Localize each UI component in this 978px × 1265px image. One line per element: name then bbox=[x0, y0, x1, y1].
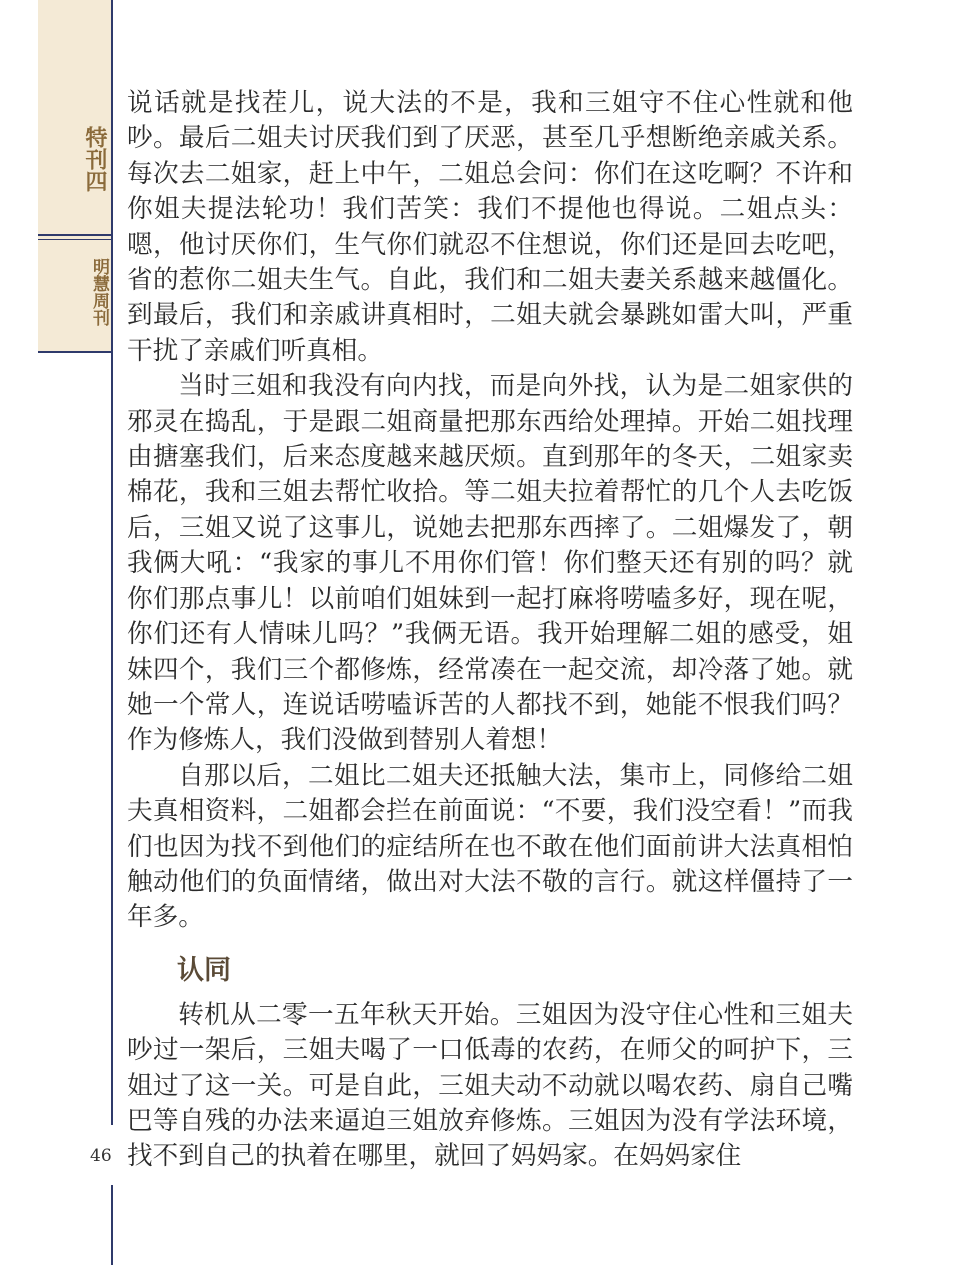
sidebar-divider bbox=[38, 234, 112, 236]
issue-label: 特刊四 bbox=[82, 126, 108, 192]
paragraph-2: 当时三姐和我没有向内找，而是向外找，认为是二姐家供的邪灵在捣乱，于是跟二姐商量把那东西给处理掉。开始二姐找理由搪塞我们，后来态度越来越厌烦。直到那年的冬天，二姐家卖棉花，我和三姐去帮忙收拾。等二姐夫拉着帮忙的几个人去吃饭后，三姐又说了这事儿，说她去把那东西摔了。二姐爆发了，朝我俩大吼：“我家的事儿不用你们管！你们整天还有别的吗？就你们那点事儿！以前咱们姐妹到一起打麻将唠嗑多好，现在呢，你们还有人情味儿吗？”我俩无语。我开始理解二姐的感受，姐妹四个，我们三个都修炼，经常凑在一起交流，却冷落了她。就她一个常人，连说话唠嗑诉苦的人都找不到，她能不恨我们吗？作为修炼人，我们没做到替别人着想！ bbox=[127, 371, 853, 756]
publication-name: 明慧周刊 bbox=[89, 258, 109, 326]
page-number: 46 bbox=[90, 1146, 112, 1166]
paragraph-1: 说话就是找茬儿，说大法的不是，我和三姐守不住心性就和他吵。最后二姐夫讨厌我们到了厌恶，甚至几乎想断绝亲戚关系。每次去二姐家，赶上中午，二姐总会问：你们在这吃啊？不许和你姐夫提法轮功！我们苦笑：我们不提他也得说。二姐点头：嗯，他讨厌你们，生气你们就忍不住想说，你们还是回去吃吧，省的惹你二姐夫生气。自此，我们和二姐夫妻关系越来越僵化。到最后，我们和亲戚讲真相时，二姐夫就会暴跳如雷大叫，严重干扰了亲戚们听真相。 bbox=[127, 88, 853, 366]
margin-line-bottom bbox=[111, 1185, 113, 1265]
margin-line-top bbox=[111, 0, 113, 1125]
sidebar-divider-thin bbox=[38, 239, 112, 240]
section-heading: 认同 bbox=[177, 954, 231, 986]
sidebar-bottom-rule bbox=[38, 351, 112, 353]
article-body bbox=[127, 86, 853, 1175]
paragraph-3: 自那以后，二姐比二姐夫还抵触大法，集市上，同修给二姐夫真相资料，二姐都会拦在前面说：“不要，我们没空看！”而我们也因为找不到他们的症结所在也不敢在他们面前讲大法真相怕触动他们的负面情绪，做出对大法不敬的言行。就这样僵持了一年多。 bbox=[127, 760, 853, 933]
paragraph-4: 转机从二零一五年秋天开始。三姐因为没守住心性和三姐夫吵过一架后，三姐夫喝了一口低毒的农药，在师父的呵护下，三姐过了这一关。可是自此，三姐夫动不动就以喝农药、扇自己嘴巴等自残的办法来逼迫三姐放弃修炼。三姐因为没有学法环境，找不到自己的执着在哪里，就回了妈妈家。在妈妈家住 bbox=[127, 999, 853, 1172]
